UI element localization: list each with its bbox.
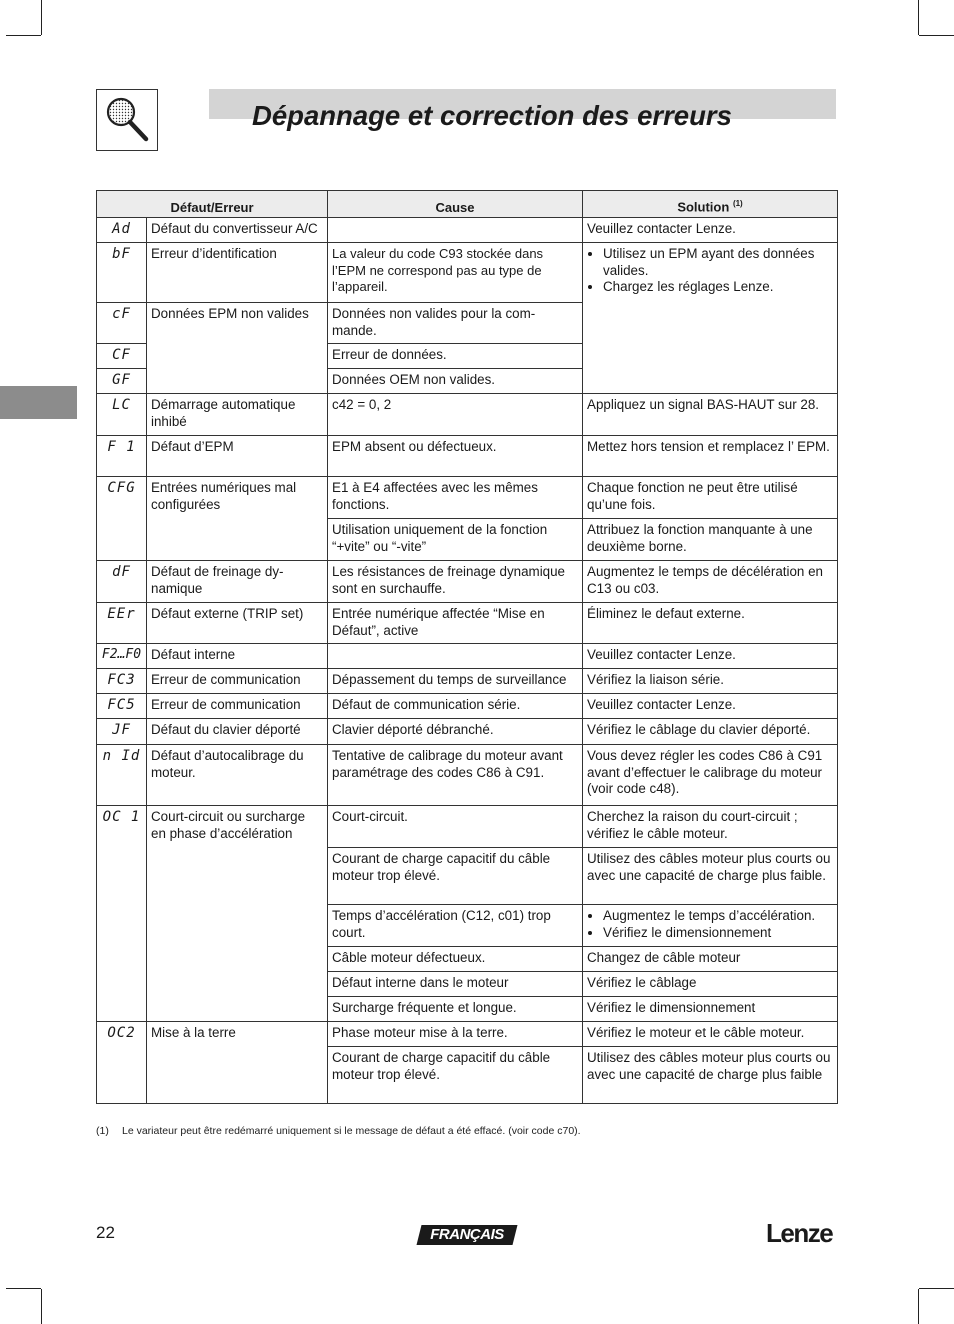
- cause-cell: Tentative de calibrage du moteur avant paramétrage des codes C86 à C91.: [328, 745, 583, 806]
- table-header-row: [97, 191, 838, 218]
- solution-cell: Vérifiez le câblage: [583, 972, 838, 997]
- table-row: [97, 806, 838, 848]
- table-row: [97, 243, 838, 303]
- fault-code: GF: [97, 369, 147, 394]
- fault-code: n Id: [97, 745, 147, 806]
- cause-cell: Données non valides pour la com-mande.: [328, 303, 583, 344]
- fault-description: Démarrage automatique inhibé: [147, 394, 328, 436]
- cause-cell: Temps d’accélération (C12, c01) trop court.: [328, 905, 583, 947]
- brand-logo: Lenze: [766, 1218, 833, 1248]
- solution-cell: [583, 243, 838, 394]
- fault-description: Court-circuit ou surcharge en phase d’accélération: [147, 806, 328, 1022]
- crop-mark: [41, 0, 42, 35]
- solution-cell: Vérifiez le moteur et le câble moteur.: [583, 1022, 838, 1047]
- fault-description: Défaut du clavier déporté: [147, 719, 328, 745]
- fault-description: Erreur de communication: [147, 669, 328, 694]
- fault-description: Défaut d’autocalibrage du moteur.: [147, 745, 328, 806]
- solution-cell: Cherchez la raison du court-circuit ; vérifiez le câble moteur.: [583, 806, 838, 848]
- solution-cell: Utilisez des câbles moteur plus courts ou avec une capacité de charge plus faible.: [583, 848, 838, 905]
- solution-cell: Veuillez contacter Lenze.: [583, 644, 838, 669]
- solution-cell: Veuillez contacter Lenze.: [583, 694, 838, 719]
- table-row: [97, 561, 838, 603]
- fault-code: OC 1: [97, 806, 147, 1022]
- column-header-solution-label: Solution: [677, 199, 730, 215]
- solution-item: • Utilisez un EPM ayant des données valides.: [603, 246, 833, 279]
- crop-mark: [6, 35, 41, 36]
- cause-cell: E1 à E4 affectées avec les mêmes fonctions.: [328, 477, 583, 519]
- fault-description: Erreur d’identification: [147, 243, 328, 303]
- solution-cell: Veuillez contacter Lenze.: [583, 218, 838, 243]
- table-row: [97, 644, 838, 669]
- cause-cell: Dépassement du temps de surveillance: [328, 669, 583, 694]
- column-header-fault: Défaut/Erreur: [97, 191, 328, 218]
- fault-description: Défaut d’EPM: [147, 436, 328, 477]
- crop-mark: [919, 1288, 954, 1289]
- cause-cell: Les résistances de freinage dynamique sont en surchauffe.: [328, 561, 583, 603]
- fault-code: OC2: [97, 1022, 147, 1104]
- table-row: [97, 694, 838, 719]
- fault-code: FC5: [97, 694, 147, 719]
- table-row: [97, 436, 838, 477]
- cause-cell: Court-circuit.: [328, 806, 583, 848]
- fault-description: Mise à la terre: [147, 1022, 328, 1104]
- error-table: [96, 190, 838, 1104]
- solution-cell: Attribuez la fonction manquante à une deuxième borne.: [583, 519, 838, 561]
- crop-mark: [41, 1289, 42, 1324]
- cause-cell: Courant de charge capacitif du câble moteur trop élevé.: [328, 1047, 583, 1104]
- table-row: [97, 603, 838, 644]
- fault-description: Défaut du convertisseur A/C: [147, 218, 328, 243]
- language-badge-label: FRANÇAIS: [430, 1226, 504, 1243]
- cause-cell: Défaut interne dans le moteur: [328, 972, 583, 997]
- cause-cell: Courant de charge capacitif du câble moteur trop élevé.: [328, 848, 583, 905]
- fault-description: Données EPM non valides: [147, 303, 328, 394]
- solution-cell: Augmentez le temps de décélération en C13 ou c03.: [583, 561, 838, 603]
- fault-description: Entrées numériques mal configurées: [147, 477, 328, 561]
- fault-code: FC3: [97, 669, 147, 694]
- solution-cell: Vous devez régler les codes C86 à C91 avant d’effectuer le calibrage du moteur (voir code c48).: [583, 745, 838, 806]
- solution-cell: Vérifiez le câblage du clavier déporté.: [583, 719, 838, 745]
- cause-cell: Phase moteur mise à la terre.: [328, 1022, 583, 1047]
- crop-mark: [6, 1288, 41, 1289]
- footnote: [96, 1125, 581, 1137]
- magnifier-icon: [97, 90, 157, 150]
- page-title: Dépannage et correction des erreurs: [252, 100, 732, 131]
- fault-code: Ad: [97, 218, 147, 243]
- column-header-solution: [583, 191, 838, 218]
- table-row: [97, 669, 838, 694]
- fault-code: JF: [97, 719, 147, 745]
- solution-cell: Utilisez des câbles moteur plus courts ou avec une capacité de charge plus faible: [583, 1047, 838, 1104]
- table-row: [97, 477, 838, 519]
- table-row: [97, 218, 838, 243]
- cause-cell: Clavier déporté débranché.: [328, 719, 583, 745]
- page-number: 22: [96, 1223, 115, 1242]
- fault-code: bF: [97, 243, 147, 303]
- fault-description: Défaut interne: [147, 644, 328, 669]
- cause-cell: [328, 644, 583, 669]
- fault-description: Défaut de freinage dy-namique: [147, 561, 328, 603]
- cause-cell: Entrée numérique affectée “Mise en Défaut”, active: [328, 603, 583, 644]
- solution-cell: Éliminez le defaut externe.: [583, 603, 838, 644]
- table-row: [97, 1022, 838, 1047]
- solution-list: [587, 908, 833, 941]
- footnote-ref: (1): [732, 199, 743, 209]
- cause-cell: c42 = 0, 2: [328, 394, 583, 436]
- solution-cell: Vérifiez la liaison série.: [583, 669, 838, 694]
- cause-cell: Surcharge fréquente et longue.: [328, 997, 583, 1022]
- fault-code: CFG: [97, 477, 147, 561]
- crop-mark: [918, 0, 919, 35]
- solution-item: • Vérifiez le dimensionnement: [603, 925, 833, 942]
- fault-code: cF: [97, 303, 147, 344]
- cause-cell: La valeur du code C93 stockée dans l’EPM ne correspond pas au type de l’appareil.: [328, 243, 583, 303]
- cause-cell: Données OEM non valides.: [328, 369, 583, 394]
- cause-cell: Câble moteur défectueux.: [328, 947, 583, 972]
- fault-code: EEr: [97, 603, 147, 644]
- solution-cell: Changez de câble moteur: [583, 947, 838, 972]
- column-header-cause: Cause: [328, 191, 583, 218]
- cause-cell: Utilisation uniquement de la fonction “+vite” ou “-vite”: [328, 519, 583, 561]
- fault-description: Défaut externe (TRIP set): [147, 603, 328, 644]
- cause-cell: EPM absent ou défectueux.: [328, 436, 583, 477]
- solution-list: [587, 246, 833, 296]
- solution-cell: Mettez hors tension et remplacez l’ EPM.: [583, 436, 838, 477]
- crop-mark: [918, 1289, 919, 1324]
- footnote-number: (1): [96, 1125, 109, 1137]
- cause-cell: [328, 218, 583, 243]
- cause-cell: Défaut de communication série.: [328, 694, 583, 719]
- table-row: [97, 745, 838, 806]
- fault-code: dF: [97, 561, 147, 603]
- table-row: [97, 394, 838, 436]
- solution-cell: Chaque fonction ne peut être utilisé qu’une fois.: [583, 477, 838, 519]
- fault-description: Erreur de communication: [147, 694, 328, 719]
- troubleshooting-icon-box: [96, 89, 158, 151]
- crop-mark: [919, 35, 954, 36]
- fault-code: CF: [97, 344, 147, 369]
- fault-code: LC: [97, 394, 147, 436]
- table-row: [97, 719, 838, 745]
- solution-item: • Chargez les réglages Lenze.: [603, 279, 833, 296]
- solution-cell: [583, 905, 838, 947]
- solution-item: • Augmentez le temps d’accélération.: [603, 908, 833, 925]
- section-tab-marker: [0, 386, 77, 419]
- solution-cell: Vérifiez le dimensionnement: [583, 997, 838, 1022]
- solution-cell: Appliquez un signal BAS-HAUT sur 28.: [583, 394, 838, 436]
- footnote-text: Le variateur peut être redémarré uniquement si le message de défaut a été effacé. (voir code c70).: [122, 1125, 581, 1137]
- fault-code: F2…F0: [97, 644, 147, 669]
- fault-code: F 1: [97, 436, 147, 477]
- cause-cell: Erreur de données.: [328, 344, 583, 369]
